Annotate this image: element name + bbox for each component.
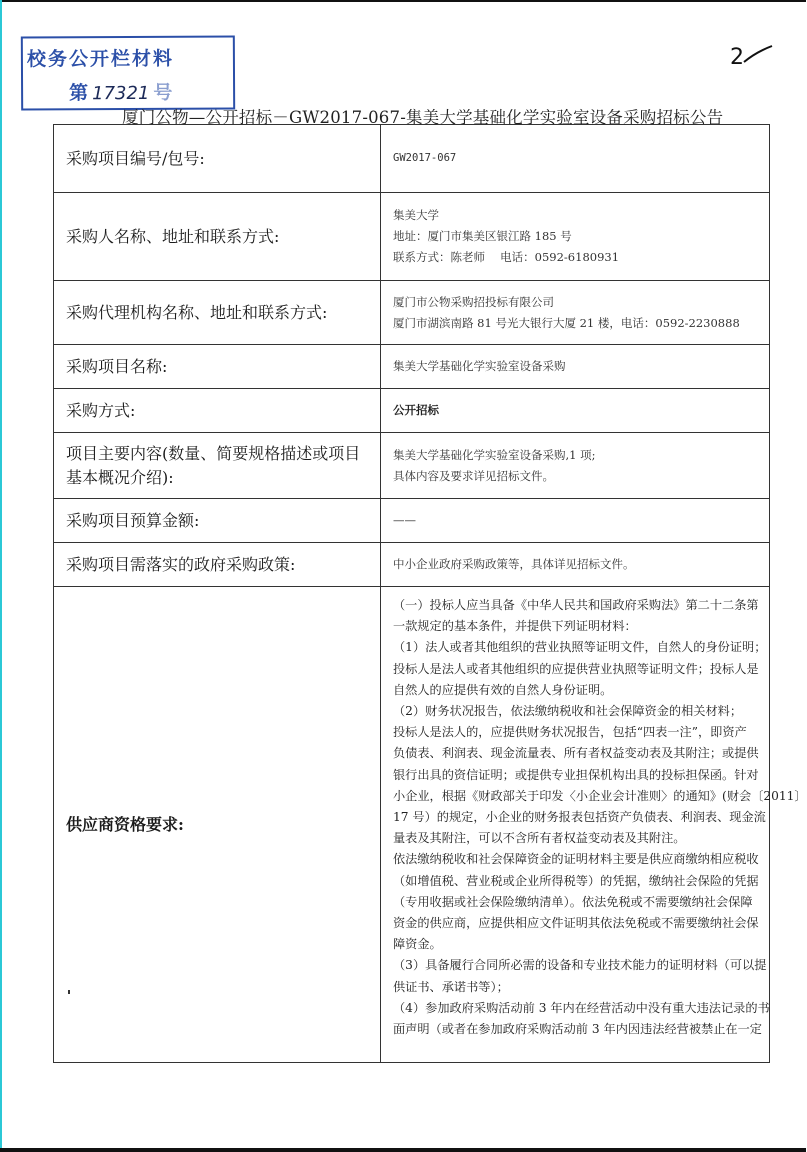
value-policy — [381, 543, 770, 587]
table-row-budget — [54, 499, 770, 543]
value-purchaser — [381, 193, 770, 281]
requirement-line: 自然人的应提供有效的自然人身份证明。 — [393, 682, 613, 697]
requirement-line: 投标人是法人的，应提供财务状况报告，包括“四表一注”，即资产 — [393, 725, 747, 740]
value-budget — [381, 499, 770, 543]
value-main-content — [381, 433, 770, 499]
scan-edge-top — [0, 0, 806, 2]
stamp-number-prefix: 第 — [69, 82, 89, 105]
value-line: 公开招标 — [393, 403, 439, 417]
requirement-line: （3）具备履行合同所必需的设备和专业技术能力的证明材料（可以提 — [393, 958, 767, 973]
value-supplier-requirements — [381, 587, 807, 1063]
value-line: GW2017-067 — [393, 152, 457, 164]
scan-edge-bottom — [0, 1148, 806, 1152]
requirement-line: 供证书、承诺书等）； — [393, 979, 509, 994]
requirement-line: 量表及其附注，可以不含所有者权益变动表及其附注。 — [393, 831, 686, 846]
label-supplier-requirements: 供应商资格要求: — [54, 587, 381, 1063]
table-row-project-number — [54, 125, 770, 193]
scan-edge-left — [0, 0, 2, 1152]
requirement-line: （2）财务状况报告，依法缴纳税收和社会保障资金的相关材料； — [393, 704, 743, 719]
value-line: 具体内容及要求详见招标文件。 — [393, 468, 554, 483]
document-title: 厦门公物—公开招标－GW2017-067-集美大学基础化学实验室设备采购招标公告 — [122, 108, 724, 127]
label-project-name: 采购项目名称: — [54, 345, 381, 389]
value-line: 集美大学基础化学实验室设备采购,1 项; — [393, 447, 596, 462]
table-row-policy — [54, 543, 770, 587]
value-line: 集美大学 — [393, 208, 439, 222]
value-line: —— — [393, 513, 416, 527]
requirement-line: 一款规定的基本条件，并提供下列证明材料： — [393, 619, 637, 634]
label-main-content: 项目主要内容(数量、简要规格描述或项目基本概况介绍): — [54, 433, 381, 499]
requirement-line: 障资金。 — [393, 937, 442, 952]
label-procurement-method: 采购方式: — [54, 389, 381, 433]
value-line: 地址：厦门市集美区银江路 185 号 — [393, 229, 572, 243]
value-line: 厦门市公物采购招投标有限公司 — [393, 294, 554, 309]
check-stroke — [744, 46, 772, 62]
table-row-procurement-method — [54, 389, 770, 433]
requirement-line: （如增值税、营业税或企业所得税等）的凭据，缴纳社会保险的凭据 — [393, 873, 759, 888]
scan-speck — [68, 990, 70, 994]
table-row-supplier-requirements — [54, 587, 770, 1063]
value-procurement-method — [381, 389, 770, 433]
value-line: 中小企业政府采购政策等，具体详见招标文件。 — [393, 557, 635, 571]
requirement-line: （1）法人或者其他组织的营业执照等证明文件，自然人的身份证明； — [393, 640, 767, 655]
table-row-purchaser — [54, 193, 770, 281]
requirement-line: 投标人是法人或者其他组织的应提供营业执照等证明文件；投标人是 — [393, 661, 759, 676]
requirement-line: 资金的供应商，应提供相应文件证明其依法免税或不需要缴纳社会保 — [393, 916, 759, 931]
value-project-name — [381, 345, 770, 389]
requirements-text — [393, 587, 807, 1040]
requirement-line: 银行出具的资信证明；或提供专业担保机构出具的投标担保函。针对 — [393, 767, 759, 782]
label-purchaser: 采购人名称、地址和联系方式: — [54, 193, 381, 281]
public-notice-stamp — [21, 35, 235, 110]
stamp-number-row — [69, 78, 172, 106]
value-line: 厦门市湖滨南路 81 号光大银行大厦 21 楼，电话：0592-2230888 — [393, 315, 740, 330]
stamp-number-suffix: 号 — [153, 81, 173, 104]
label-agency: 采购代理机构名称、地址和联系方式: — [54, 281, 381, 345]
requirement-line: 17 号）的规定，小企业的财务报表包括资产负债表、利润表、现金流 — [393, 810, 766, 825]
stamp-title: 校务公开栏材料 — [26, 47, 174, 71]
value-line: 集美大学基础化学实验室设备采购 — [393, 359, 566, 373]
requirement-line: 小企业，根据《财政部关于印发〈小企业会计准则〉的通知》(财会〔2011〕 — [393, 788, 807, 803]
value-line: 联系方式：陈老师 电话：0592-6180931 — [393, 250, 620, 264]
handwritten-mark: 2 — [730, 45, 744, 70]
requirement-line: （4）参加政府采购活动前 3 年内在经营活动中没有重大违法记录的书 — [393, 1000, 770, 1015]
requirement-line: （专用收据或社会保险缴纳清单）。依法免税或不需要缴纳社会保障 — [393, 894, 753, 909]
label-policy: 采购项目需落实的政府采购政策: — [54, 543, 381, 587]
table-row-main-content — [54, 433, 770, 499]
table-row-agency — [54, 281, 770, 345]
label-project-number: 采购项目编号/包号: — [54, 125, 381, 193]
requirement-line: （一）投标人应当具备《中华人民共和国政府采购法》第二十二条第 — [393, 598, 759, 612]
table-row-project-name — [54, 345, 770, 389]
handwritten-check-icon — [728, 40, 776, 70]
requirement-line: 依法缴纳税收和社会保障资金的证明材料主要是供应商缴纳相应税收 — [393, 852, 759, 867]
label-budget: 采购项目预算金额: — [54, 499, 381, 543]
requirement-line: 面声明（或者在参加政府采购活动前 3 年内因违法经营被禁止在一定 — [393, 1022, 762, 1037]
requirement-line: 负债表、利润表、现金流量表、所有者权益变动表及其附注；或提供 — [393, 746, 759, 761]
value-project-number — [381, 125, 770, 193]
tender-notice-table — [53, 124, 807, 1063]
stamp-number: 17321 — [92, 82, 150, 105]
value-agency — [381, 281, 770, 345]
